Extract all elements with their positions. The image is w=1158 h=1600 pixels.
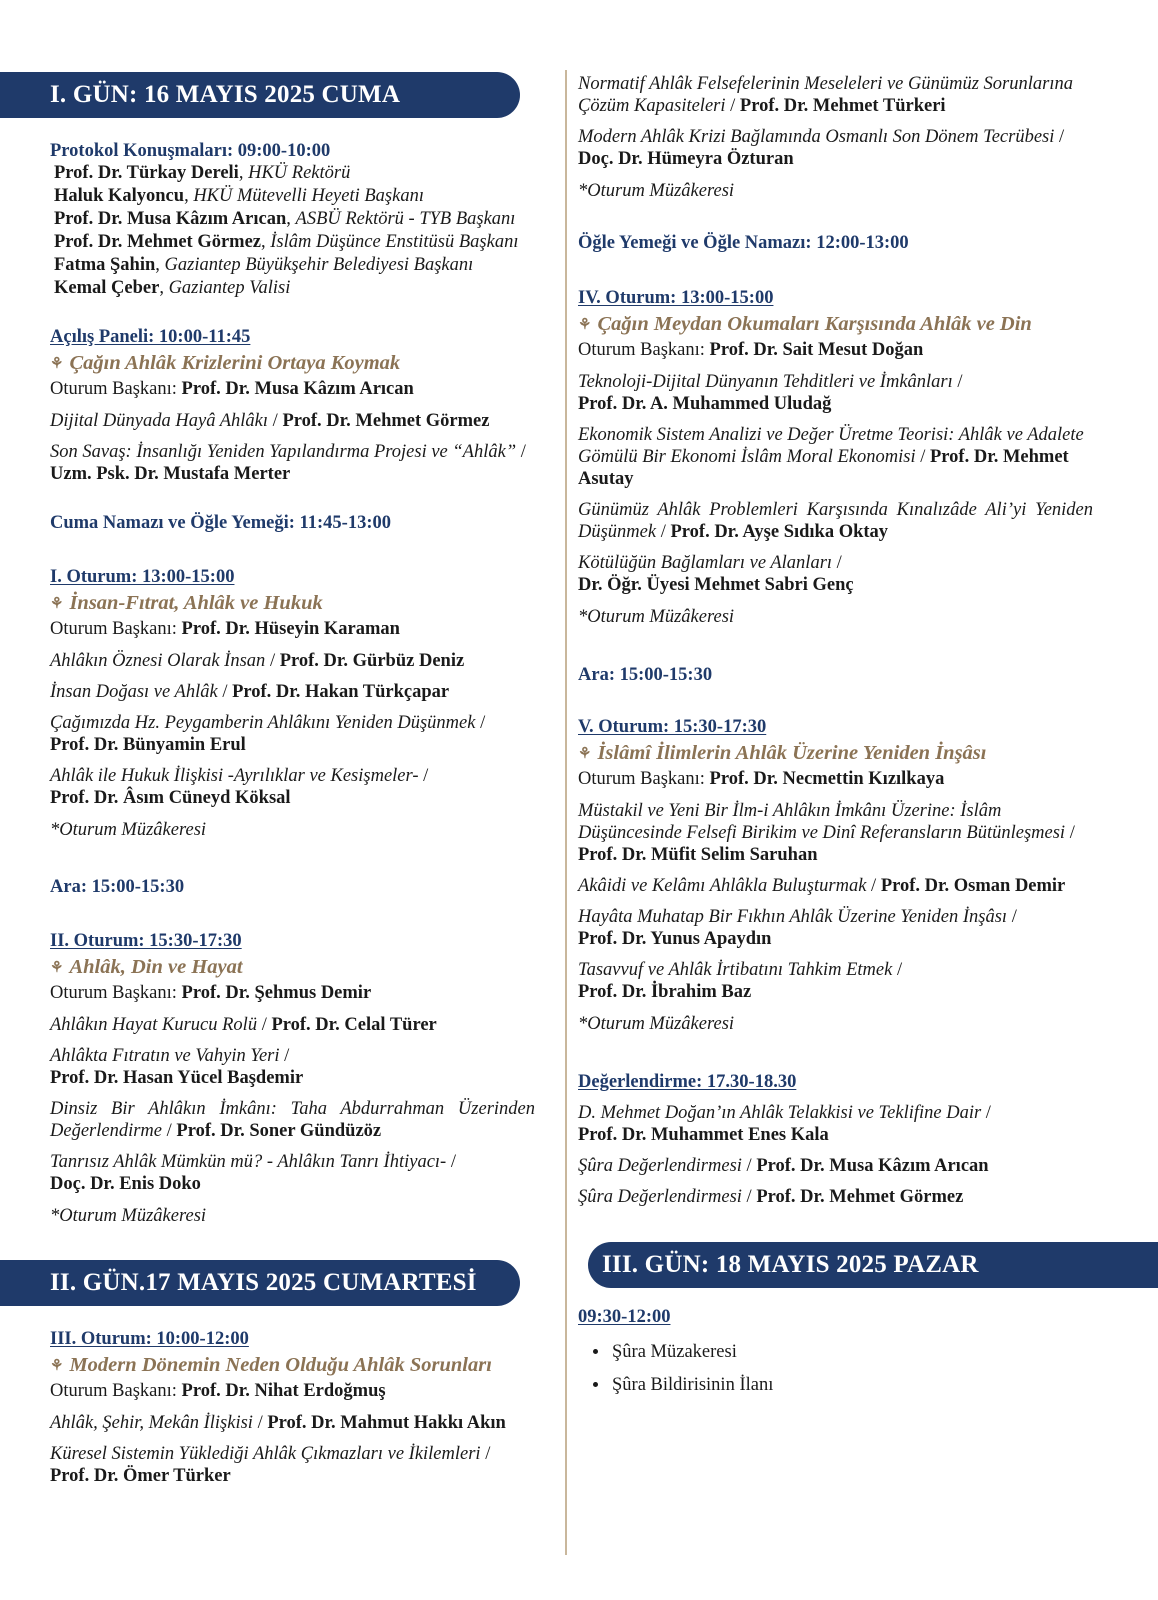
day2-banner-text: II. GÜN.17 MAYIS 2025 CUMARTESİ [50, 1269, 477, 1296]
protocol-section [50, 140, 550, 300]
protocol-speaker [50, 277, 550, 300]
chair-label: Oturum Başkanı: [50, 983, 177, 1003]
talk-speaker: Prof. Dr. Mehmet Görmez [282, 411, 490, 431]
evaluation-section [578, 1071, 1093, 1208]
talk-speaker: Prof. Dr. Mehmet Asutay [578, 447, 1069, 489]
talk-speaker: Prof. Dr. Âsım Cüneyd Köksal [50, 788, 291, 808]
session5-heading: V. Oturum: 15:30-17:30 [578, 717, 767, 737]
opening-talks [50, 410, 535, 485]
separator: / [268, 411, 283, 431]
talk-item [578, 800, 1093, 866]
talk-item [50, 1443, 535, 1487]
speaker-role: Gaziantep Valisi [168, 278, 291, 298]
separator: / [265, 651, 280, 671]
chair-label: Oturum Başkanı: [50, 1381, 177, 1401]
talk-title: Normatif Ahlâk Felsefelerinin Meseleleri ve Günümüz Sorunlarına Çözüm Kapasiteleri [578, 74, 1073, 116]
opening-section [50, 326, 535, 485]
talk-speaker: Doç. Dr. Enis Doko [50, 1174, 201, 1194]
talk-title: Küresel Sistemin Yüklediği Ahlâk Çıkmazları ve İkilemleri [50, 1444, 481, 1464]
session3-chair [50, 1379, 535, 1403]
talk-speaker: Prof. Dr. Celal Türer [271, 1015, 437, 1035]
talk-speaker: Dr. Öğr. Üyesi Mehmet Sabri Genç [578, 575, 854, 595]
separator: / [1054, 127, 1065, 147]
talk-item [578, 371, 1093, 415]
session1-discussion: *Oturum Müzâkeresi [50, 820, 207, 840]
talk-item [578, 1102, 1093, 1146]
session2-section [50, 930, 535, 1227]
chair-name: Prof. Dr. Hüseyin Karaman [181, 619, 400, 639]
separator: , [261, 232, 271, 252]
day1-break2: Ara: 15:00-15:30 [50, 877, 185, 897]
day3-heading: 09:30-12:00 [578, 1307, 671, 1327]
talk-item [578, 424, 1093, 490]
talk-title: D. Mehmet Doğan’ın Ahlâk Telakkisi ve Teklifine Dair [578, 1103, 982, 1123]
talk-speaker: Prof. Dr. Ayşe Sıdıka Oktay [670, 522, 889, 542]
talk-item [50, 765, 535, 809]
separator: / [279, 1046, 290, 1066]
session1-heading: I. Oturum: 13:00-15:00 [50, 567, 235, 587]
talk-title: Ahlâk, Şehir, Mekân İlişkisi [50, 1413, 253, 1433]
talk-title: Tasavvuf ve Ahlâk İrtibatını Tahkim Etmek [578, 960, 893, 980]
talk-title: Müstakil ve Yeni Bir İlm-i Ahlâkın İmkânı Üzerine: İslâm Düşüncesinde Felsefi Birikim ve Dinî Referansların Bütünleşmesi [578, 801, 1066, 843]
talk-title: Akâidi ve Kelâmı Ahlâkla Buluşturmak [578, 876, 867, 896]
talk-speaker: Prof. Dr. Musa Kâzım Arıcan [756, 1156, 989, 1176]
talk-item [578, 1155, 1093, 1177]
protocol-speaker [50, 208, 550, 231]
speaker-name: Prof. Dr. Mehmet Görmez [54, 232, 262, 252]
talk-title: Ahlâk ile Hukuk İlişkisi -Ayrılıklar ve Kesişmeler- [50, 766, 419, 786]
separator: / [741, 1187, 757, 1207]
speaker-role: HKÜ Rektörü [248, 163, 351, 183]
talk-speaker: Doç. Dr. Hümeyra Özturan [578, 149, 794, 169]
protocol-speaker [50, 254, 550, 277]
protocol-speaker [50, 231, 550, 254]
speaker-role: ASBÜ Rektörü - TYB Başkanı [295, 209, 516, 229]
floral-ornament-icon: ⚘ [50, 356, 64, 372]
session1-theme [50, 590, 535, 617]
speaker-name: Prof. Dr. Türkay Dereli [54, 163, 239, 183]
session2-discussion: *Oturum Müzâkeresi [50, 1206, 207, 1226]
chair-name: Prof. Dr. Nihat Erdoğmuş [181, 1381, 386, 1401]
session2-chair [50, 981, 535, 1005]
separator: , [155, 255, 165, 275]
separator: / [257, 1015, 272, 1035]
day3-banner [588, 1242, 1158, 1288]
session5-section [578, 716, 1093, 1035]
talk-speaker: Prof. Dr. Müfit Selim Saruhan [578, 845, 818, 865]
talk-speaker: Uzm. Psk. Dr. Mustafa Merter [50, 464, 291, 484]
speaker-role: Gaziantep Büyükşehir Belediyesi Başkanı [164, 255, 474, 275]
day3-banner-text: III. GÜN: 18 MAYIS 2025 PAZAR [602, 1251, 979, 1278]
separator: , [184, 186, 194, 206]
talk-item [50, 1045, 535, 1089]
talk-title: Kötülüğün Bağlamları ve Alanları [578, 553, 833, 573]
talk-speaker: Prof. Dr. Gürbüz Deniz [279, 651, 465, 671]
talk-title: Şûra Değerlendirmesi [578, 1156, 742, 1176]
session3-section [50, 1328, 535, 1487]
talk-item [50, 650, 535, 672]
chair-label: Oturum Başkanı: [50, 619, 177, 639]
talk-speaker: Prof. Dr. A. Muhammed Uludağ [578, 394, 832, 414]
session5-theme [578, 740, 1093, 767]
talk-item [578, 875, 1093, 897]
session2-theme-text: Ahlâk, Din ve Hayat [69, 956, 243, 978]
protocol-heading: Protokol Konuşmaları: 09:00-10:00 [50, 141, 331, 161]
chair-name: Prof. Dr. Şehmus Demir [181, 983, 372, 1003]
talk-speaker: Prof. Dr. Bünyamin Erul [50, 735, 246, 755]
chair-label: Oturum Başkanı: [578, 340, 705, 360]
floral-ornament-icon: ⚘ [578, 746, 592, 762]
separator: / [952, 372, 963, 392]
talk-title: Modern Ahlâk Krizi Bağlamında Osmanlı Son Dönem Tecrübesi [578, 127, 1055, 147]
list-item: • Şûra Bildirisinin İlanı [610, 1369, 1078, 1402]
talk-title: Günümüz Ahlâk Problemleri Karşısında Kınalızâde Ali’yi Yeniden Düşünmek [578, 500, 1093, 542]
floral-ornament-icon: ⚘ [50, 596, 64, 612]
separator: / [162, 1121, 177, 1141]
evaluation-heading: Değerlendirme: 17.30-18.30 [578, 1072, 797, 1092]
talk-item [50, 1151, 535, 1195]
talk-item [50, 1098, 535, 1142]
opening-heading: Açılış Paneli: 10:00-11:45 [50, 327, 251, 347]
separator: / [915, 447, 930, 467]
day3-items [578, 1336, 1078, 1402]
talk-speaker: Prof. Dr. Mahmut Hakkı Akın [267, 1413, 506, 1433]
separator: , [238, 163, 249, 183]
session5-talks [578, 800, 1093, 1003]
session1-talks [50, 650, 535, 809]
separator: / [480, 1444, 491, 1464]
talk-speaker: Prof. Dr. Hasan Yücel Başdemir [50, 1068, 304, 1088]
talk-item [578, 906, 1093, 950]
separator: / [656, 522, 671, 542]
session2-theme [50, 954, 535, 981]
day2-break1: Öğle Yemeği ve Öğle Namazı: 12:00-13:00 [578, 233, 909, 253]
session5-chair [578, 767, 1093, 791]
separator: / [475, 713, 486, 733]
session4-heading: IV. Oturum: 13:00-15:00 [578, 288, 774, 308]
talk-title: Ekonomik Sistem Analizi ve Değer Üretme Teorisi: Ahlâk ve Adalete Gömülü Bir Ekonomi İslâm Moral Ekonomisi [578, 425, 1084, 467]
speaker-name: Kemal Çeber [54, 278, 160, 298]
speaker-name: Prof. Dr. Musa Kâzım Arıcan [54, 209, 287, 229]
day1-banner-text: I. GÜN: 16 MAYIS 2025 CUMA [50, 81, 401, 108]
session3-continued [578, 73, 1091, 202]
evaluation-talks [578, 1102, 1093, 1208]
talk-item [578, 499, 1093, 543]
talk-title: İnsan Doğası ve Ahlâk [50, 682, 218, 702]
session4-section [578, 287, 1093, 628]
talk-speaker: Prof. Dr. Osman Demir [880, 876, 1066, 896]
separator: / [217, 682, 233, 702]
talk-speaker: Prof. Dr. Mehmet Görmez [756, 1187, 964, 1207]
separator: / [1065, 823, 1075, 843]
chair-label: Oturum Başkanı: [50, 379, 177, 399]
speaker-name: Fatma Şahin [54, 255, 156, 275]
talk-speaker: Prof. Dr. Hakan Türkçapar [232, 682, 450, 702]
opening-theme [50, 350, 535, 377]
talk-speaker: Prof. Dr. Mehmet Türkeri [739, 96, 946, 116]
talk-title: Teknoloji-Dijital Dünyanın Tehditleri ve İmkânları [578, 372, 953, 392]
day2-banner [0, 1260, 520, 1306]
opening-theme-text: Çağın Ahlâk Krizlerini Ortaya Koymak [69, 352, 401, 374]
talk-speaker: Prof. Dr. Ömer Türker [50, 1466, 231, 1486]
separator: / [1007, 907, 1017, 927]
chair-name: Prof. Dr. Sait Mesut Doğan [709, 340, 924, 360]
talk-item [578, 73, 1091, 117]
separator: / [725, 96, 740, 116]
talk-item [50, 681, 535, 703]
session4-talks [578, 371, 1093, 596]
session3-heading: III. Oturum: 10:00-12:00 [50, 1329, 249, 1349]
talk-item [50, 712, 535, 756]
protocol-speaker-list [50, 162, 550, 300]
protocol-speaker [50, 185, 550, 208]
speaker-name: Haluk Kalyoncu [54, 186, 185, 206]
session3-theme [50, 1352, 535, 1379]
session1-chair [50, 617, 535, 641]
talk-title: Çağımızda Hz. Peygamberin Ahlâkını Yeniden Düşünmek [50, 713, 476, 733]
talk-item [50, 1014, 535, 1036]
talk-item [578, 959, 1093, 1003]
talk-speaker: Prof. Dr. Muhammet Enes Kala [578, 1125, 829, 1145]
talk-speaker: Prof. Dr. Soner Gündüzöz [176, 1121, 382, 1141]
talk-title: Son Savaş: İnsanlığı Yeniden Yapılandırma Projesi ve “Ahlâk” [50, 442, 517, 462]
day3-section [578, 1306, 1078, 1402]
talk-title: Ahlâkın Öznesi Olarak İnsan [50, 651, 266, 671]
separator: / [446, 1152, 456, 1172]
talk-speaker: Prof. Dr. İbrahim Baz [578, 982, 752, 1002]
day1-banner [0, 72, 520, 118]
list-item: • Şûra Müzakeresi [610, 1336, 1078, 1369]
chair-label: Oturum Başkanı: [578, 769, 705, 789]
session1-section [50, 566, 535, 841]
speaker-role: HKÜ Mütevelli Heyeti Başkanı [193, 186, 424, 206]
session4-discussion: *Oturum Müzâkeresi [578, 607, 735, 627]
session2-heading: II. Oturum: 15:30-17:30 [50, 931, 242, 951]
separator: / [866, 876, 881, 896]
protocol-speaker [50, 162, 550, 185]
session3-theme-text: Modern Dönemin Neden Olduğu Ahlâk Sorunları [69, 1354, 492, 1376]
separator: / [981, 1103, 991, 1123]
separator: , [159, 278, 169, 298]
session4-theme [578, 311, 1093, 338]
talk-item [578, 1186, 1093, 1208]
session5-theme-text: İslâmî İlimlerin Ahlâk Üzerine Yeniden İnşâsı [597, 742, 987, 764]
talk-title: Ahlâkta Fıtratın ve Vahyin Yeri [50, 1046, 280, 1066]
session3-talks-right [578, 73, 1091, 170]
session3-discussion: *Oturum Müzâkeresi [578, 181, 735, 201]
day1-break1: Cuma Namazı ve Öğle Yemeği: 11:45-13:00 [50, 513, 391, 533]
session2-talks [50, 1014, 535, 1195]
separator: / [516, 442, 526, 462]
separator: / [832, 553, 842, 573]
separator: / [892, 960, 903, 980]
chair-name: Prof. Dr. Necmettin Kızılkaya [709, 769, 945, 789]
talk-speaker: Prof. Dr. Yunus Apaydın [578, 929, 772, 949]
column-divider [565, 70, 567, 1555]
speaker-role: İslâm Düşünce Enstitüsü Başkanı [270, 232, 519, 252]
talk-item [50, 441, 535, 485]
talk-item [50, 1412, 535, 1434]
session4-theme-text: Çağın Meydan Okumaları Karşısında Ahlâk ve Din [597, 313, 1032, 335]
talk-title: Tanrısız Ahlâk Mümkün mü? - Ahlâkın Tanrı İhtiyacı- [50, 1152, 447, 1172]
talk-title: Şûra Değerlendirmesi [578, 1187, 742, 1207]
floral-ornament-icon: ⚘ [50, 1358, 64, 1374]
session4-chair [578, 338, 1093, 362]
talk-title: Ahlâkın Hayat Kurucu Rolü [50, 1015, 258, 1035]
opening-chair [50, 377, 535, 401]
day2-break2: Ara: 15:00-15:30 [578, 665, 713, 685]
separator: , [286, 209, 296, 229]
session3-talks-left [50, 1412, 535, 1487]
floral-ornament-icon: ⚘ [50, 960, 64, 976]
floral-ornament-icon: ⚘ [578, 317, 592, 333]
talk-item [578, 126, 1091, 170]
talk-item [50, 410, 535, 432]
talk-title: Dijital Dünyada Hayâ Ahlâkı [50, 411, 269, 431]
session1-theme-text: İnsan-Fıtrat, Ahlâk ve Hukuk [69, 592, 323, 614]
separator: / [418, 766, 429, 786]
talk-item [578, 552, 1093, 596]
session5-discussion: *Oturum Müzâkeresi [578, 1014, 735, 1034]
separator: / [252, 1413, 268, 1433]
talk-title: Dinsiz Bir Ahlâkın İmkânı: Taha Abdurrahman Üzerinden Değerlendirme [50, 1099, 535, 1141]
chair-name: Prof. Dr. Musa Kâzım Arıcan [181, 379, 414, 399]
talk-title: Hayâta Muhatap Bir Fıkhın Ahlâk Üzerine Yeniden İnşâsı [578, 907, 1008, 927]
separator: / [741, 1156, 757, 1176]
